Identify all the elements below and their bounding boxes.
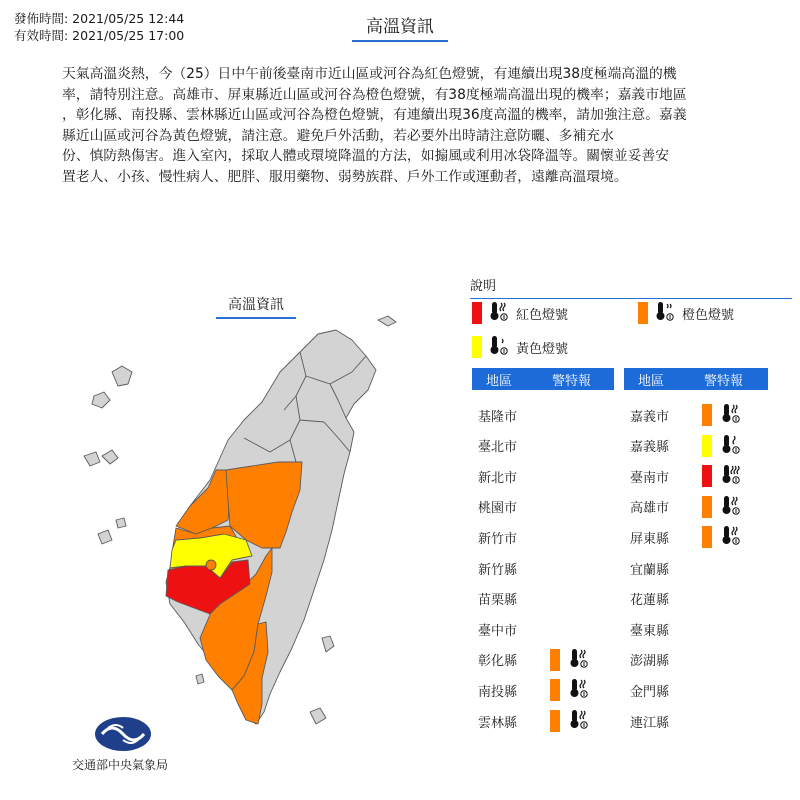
table-row [630,494,770,520]
legend-heading: 說明 [470,275,792,299]
map-region-chiayi-city [206,560,216,570]
thermometer-heat-icon [488,334,510,360]
table-header-left [472,368,614,390]
legend-label: 黃色燈號 [516,341,569,357]
table-row [478,402,618,428]
page-title: 高溫資訊 [352,12,448,42]
thermometer-heat-icon [720,463,742,489]
region-name: 連江縣 [630,715,670,731]
warning-swatch [550,710,560,732]
warning-indicator-orange [550,708,590,734]
warning-swatch [702,526,712,548]
region-name: 澎湖縣 [630,654,670,670]
warning-indicator-red [702,463,742,489]
thermometer-heat-icon [720,524,742,550]
legend-swatch [472,336,482,358]
region-name: 基隆市 [478,409,518,425]
table-row [630,402,770,428]
legend-label: 紅色燈號 [516,307,569,323]
region-name: 新竹縣 [478,562,518,578]
map-region-kinmen [84,452,100,466]
table-row [478,555,618,581]
region-name: 金門縣 [630,684,670,700]
table-row [478,433,618,459]
region-name: 花蓮縣 [630,593,670,609]
description-line: 率，請特別注意。高雄市、屏東縣近山區或河谷為橙色燈號，有38度極端高溫出現的機率；嘉義市地區 [62,86,687,103]
map-region-penghu [112,366,132,386]
description-line: ，彰化縣、南投縣、雲林縣近山區或河谷為橙色燈號，有連續出現36度高溫的機率，請加強注意。嘉義 [62,107,687,123]
warning-swatch [550,649,560,671]
issue-time: 發佈時間: 2021/05/25 12:44 [14,11,185,26]
thermometer-heat-icon [720,402,742,428]
map-region-xiao-liuqiu [196,674,204,684]
region-name: 彰化縣 [478,654,518,670]
column-header-warning: 警特報 [704,373,744,389]
table-row [478,616,618,642]
region-name: 臺中市 [478,623,518,639]
thermometer-heat-icon [568,708,590,734]
warning-swatch [702,465,712,487]
table-row [478,463,618,489]
legend-label: 橙色燈號 [682,307,735,323]
map-title: 高溫資訊 [216,294,296,319]
warning-indicator-orange [550,647,590,673]
thermometer-heat-icon [720,494,742,520]
region-name: 高雄市 [630,501,670,517]
legend-item-red [472,300,568,326]
table-row [630,647,770,673]
region-name: 嘉義縣 [630,440,670,456]
valid-time: 有效時間: 2021/05/25 17:00 [14,28,185,43]
region-name: 雲林縣 [478,715,518,731]
table-row [478,524,618,550]
map-region-matsu [116,518,126,528]
map-region-orchid-island [310,708,326,724]
region-name: 南投縣 [478,684,518,700]
warning-swatch [702,404,712,426]
table-row [630,524,770,550]
description-line: 份、慎防熱傷害。進入室內，採取人體或環境降溫的方法，如搧風或利用冰袋降溫等。關懷並妥善安 [62,148,670,164]
map-region-matsu [98,530,112,544]
warning-indicator-yellow [702,433,742,459]
table-row [478,494,618,520]
column-header-warning: 警特報 [552,373,592,389]
region-name: 新竹市 [478,531,518,547]
legend-swatch [472,302,482,324]
region-name: 屏東縣 [630,531,670,547]
description-line: 縣近山區或河谷為黃色燈號，請注意。避免戶外活動，若必要外出時請注意防曬、多補充水 [62,127,614,144]
thermometer-heat-icon [568,677,590,703]
table-row [630,586,770,612]
map-region-green-island [322,636,334,652]
map-region-island [378,316,396,326]
agency-name: 交通部中央氣象局 [72,758,169,772]
table-row [630,677,770,703]
description-line: 天氣高溫炎熱，今（25）日中午前後臺南市近山區或河谷為紅色燈號，有連續出現38度極端高溫的機 [62,66,677,82]
region-name: 臺北市 [478,440,518,456]
table-row [630,555,770,581]
map-region-penghu [92,392,110,408]
table-row [630,433,770,459]
cwb-logo-icon [94,716,152,756]
warning-indicator-orange [550,677,590,703]
warning-indicator-orange [702,402,742,428]
map-region-kinmen [102,450,118,464]
table-row [630,616,770,642]
legend-swatch [638,302,648,324]
region-name: 臺東縣 [630,623,670,639]
region-name: 新北市 [478,470,518,486]
legend-item-orange [638,300,734,326]
region-name: 嘉義市 [630,409,670,425]
warning-swatch [702,435,712,457]
column-header-region: 地區 [486,373,513,389]
thermometer-heat-icon [488,300,510,326]
table-row [630,463,770,489]
table-row [478,647,618,673]
table-row [478,677,618,703]
warning-swatch [702,496,712,518]
thermometer-heat-icon [654,300,676,326]
column-header-region: 地區 [638,373,665,389]
warning-swatch [550,679,560,701]
table-row [478,586,618,612]
region-name: 苗栗縣 [478,593,518,609]
region-name: 臺南市 [630,470,670,486]
legend-item-yellow [472,334,568,360]
warning-indicator-orange [702,494,742,520]
region-name: 桃園市 [478,501,518,517]
table-row [478,708,618,734]
thermometer-heat-icon [568,647,590,673]
table-header-right [624,368,768,390]
table-row [630,708,770,734]
region-name: 宜蘭縣 [630,562,670,578]
thermometer-heat-icon [720,433,742,459]
description-line: 置老人、小孩、慢性病人、肥胖、服用藥物、弱勢族群、戶外工作或運動者，遠離高溫環境。 [62,168,628,185]
warning-indicator-orange [702,524,742,550]
